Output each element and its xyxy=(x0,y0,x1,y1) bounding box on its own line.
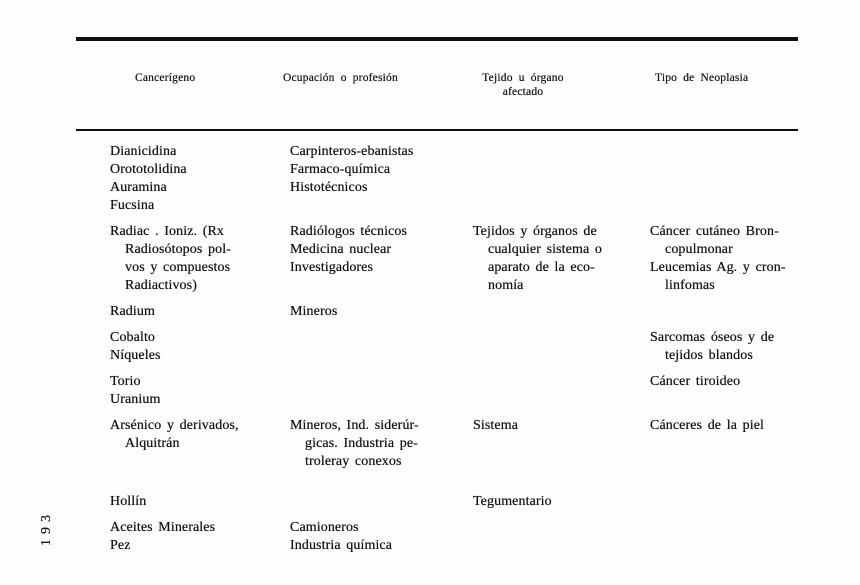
cell-line: Medicina nuclear xyxy=(290,242,392,257)
cell-line: nomía xyxy=(488,278,524,293)
table-cell xyxy=(290,179,473,197)
cell-line: Dianicidina xyxy=(110,144,177,159)
cell-line: Tejidos y órganos de xyxy=(473,224,597,239)
cell-line: Radiosótopos pol- xyxy=(125,242,231,257)
table-cell xyxy=(473,519,650,555)
table-cell xyxy=(110,223,290,295)
cell-line: Tegumentario xyxy=(473,494,552,509)
table-cell xyxy=(473,161,650,179)
table-cell xyxy=(473,303,650,321)
table-cell xyxy=(290,417,473,471)
table-row xyxy=(110,143,798,161)
cell-line: Fucsina xyxy=(110,198,155,213)
table-cell xyxy=(650,197,798,215)
cell-line: Radiólogos técnicos xyxy=(290,224,408,239)
table-cell xyxy=(290,373,473,409)
table-cell xyxy=(650,303,798,321)
table-cell xyxy=(110,161,290,179)
table-cell xyxy=(650,373,798,409)
table-row xyxy=(110,179,798,197)
cell-line: Torio xyxy=(110,374,141,389)
cell-line: Carpinteros-ebanistas xyxy=(290,144,414,159)
table-cell xyxy=(650,417,798,471)
cell-line: Cáncer tiroideo xyxy=(650,374,741,389)
table-row xyxy=(110,197,798,215)
cell-line: Mineros xyxy=(290,304,338,319)
cell-line: Uranium xyxy=(110,392,161,407)
table-cell xyxy=(110,493,290,511)
cell-line: Sarcomas óseos y de xyxy=(650,330,775,345)
table-cell xyxy=(110,519,290,555)
table-cell xyxy=(650,223,798,295)
cell-line: Camioneros xyxy=(290,520,359,535)
table-cell xyxy=(650,329,798,365)
cell-line: Industria química xyxy=(290,538,393,553)
cell-line: Farmaco-química xyxy=(290,162,391,177)
column-header-tejido-line2: afectado xyxy=(502,86,544,98)
table-cell xyxy=(650,519,798,555)
table-cell xyxy=(473,223,650,295)
table-cell xyxy=(473,373,650,409)
cell-line: Orototolidina xyxy=(110,162,187,177)
cell-line: Radiac . Ioniz. (Rx xyxy=(110,224,225,239)
cell-line: Aceites Minerales xyxy=(110,520,216,535)
table-cell xyxy=(473,197,650,215)
table-top-rule xyxy=(76,37,798,41)
table-row xyxy=(110,303,798,321)
table-cell xyxy=(110,329,290,365)
cell-line: Investigadores xyxy=(290,260,374,275)
table-row xyxy=(110,223,798,295)
table-cell xyxy=(110,179,290,197)
page-number: 193 xyxy=(39,510,54,546)
table-row xyxy=(110,417,798,471)
table-cell xyxy=(290,197,473,215)
column-header-neoplasia: Tipo de Neoplasia xyxy=(655,72,749,84)
cell-line: linfomas xyxy=(665,278,715,293)
cell-line: Hollín xyxy=(110,494,147,509)
table-cell xyxy=(650,179,798,197)
table-cell xyxy=(110,143,290,161)
table-cell xyxy=(290,223,473,295)
column-header-ocupacion: Ocupación o profesión xyxy=(283,72,398,84)
table-row xyxy=(110,519,798,555)
table-cell xyxy=(473,417,650,471)
table-cell xyxy=(650,493,798,511)
cell-line: Auramina xyxy=(110,180,167,195)
cell-line: gicas. Industria pe- xyxy=(305,436,418,451)
cell-line: Histotécnicos xyxy=(290,180,368,195)
table-row xyxy=(110,161,798,179)
table-cell xyxy=(473,179,650,197)
column-header-tejido-line1: Tejido u órgano xyxy=(482,72,564,84)
cell-line: Cobalto xyxy=(110,330,156,345)
table-cell xyxy=(110,373,290,409)
table-cell xyxy=(110,197,290,215)
table-cell xyxy=(473,143,650,161)
cell-line: Cáncer cutáneo Bron- xyxy=(650,224,779,239)
cell-line: tejidos blandos xyxy=(665,348,753,363)
table-row xyxy=(110,373,798,409)
table-cell xyxy=(110,417,290,471)
cell-line: troleray conexos xyxy=(305,454,402,469)
table-cell xyxy=(110,303,290,321)
column-header-tejido xyxy=(468,71,578,99)
table-cell xyxy=(290,161,473,179)
table-cell xyxy=(650,143,798,161)
cell-line: Mineros, Ind. siderúr- xyxy=(290,418,419,433)
column-header-cancerigeno: Cancerígeno xyxy=(135,72,196,84)
cell-line: copulmonar xyxy=(665,242,733,257)
cell-line: aparato de la eco- xyxy=(488,260,595,275)
table-row xyxy=(110,493,798,511)
table-cell xyxy=(650,161,798,179)
cell-line: Radiactivos) xyxy=(125,278,197,293)
cell-line: Pez xyxy=(110,538,131,553)
table-cell xyxy=(290,329,473,365)
table-cell xyxy=(473,329,650,365)
cell-line: vos y compuestos xyxy=(125,260,231,275)
table-cell xyxy=(473,493,650,511)
table-row xyxy=(110,329,798,365)
cell-line: Leucemias Ag. y cron- xyxy=(650,260,786,275)
cell-line: Alquitrán xyxy=(125,436,180,451)
table-body xyxy=(110,143,798,555)
table-cell xyxy=(290,493,473,511)
cell-line: Arsénico y derivados, xyxy=(110,418,239,433)
table-cell xyxy=(290,143,473,161)
cell-line: Cánceres de la piel xyxy=(650,418,765,433)
cell-line: Radium xyxy=(110,304,155,319)
table-header-rule xyxy=(76,129,798,131)
cell-line: Sistema xyxy=(473,418,519,433)
cell-line: Níqueles xyxy=(110,348,161,363)
table-cell xyxy=(290,519,473,555)
table-cell xyxy=(290,303,473,321)
cell-line: cualquier sistema o xyxy=(488,242,602,257)
